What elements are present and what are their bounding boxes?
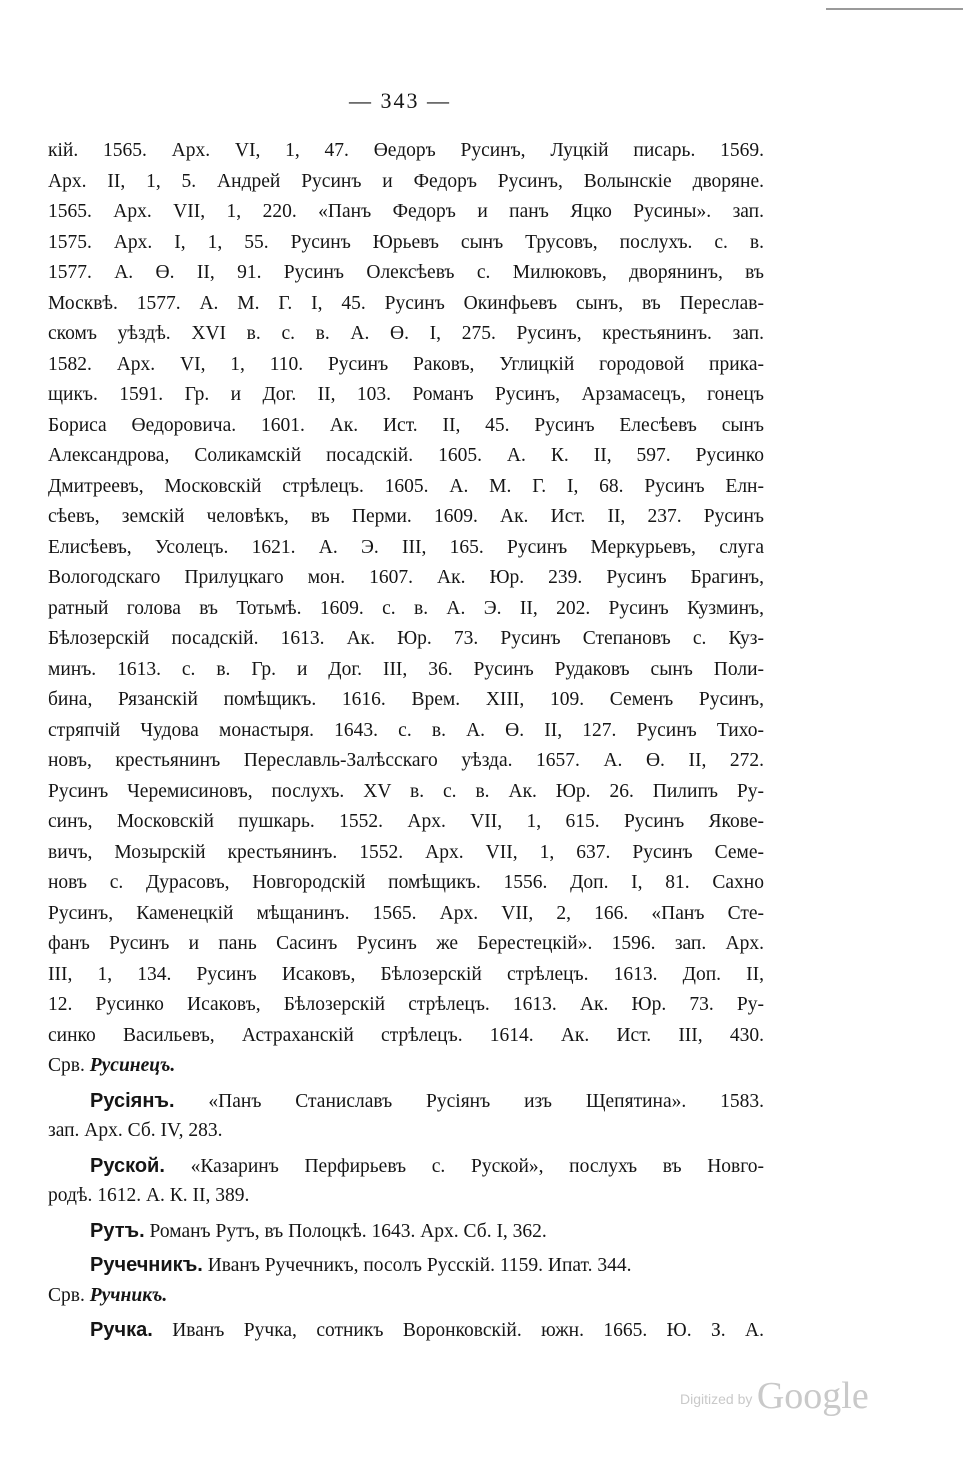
entry-rusiyan-line2: зап. Арх. Сб. IV, 283. (48, 1120, 223, 1141)
text-line: минъ. 1613. с. в. Гр. и Дог. III, 36. Русинъ Рудаковъ сынъ Поли- (48, 658, 764, 680)
text-line: 1575. Арх. I, 1, 55. Русинъ Юрьевъ сынъ Трусовъ, послухъ. с. в. (48, 231, 764, 253)
text-line: Арх. II, 1, 5. Андрей Русинъ и Федоръ Русинъ, Волынскіе дворяне. (48, 170, 764, 192)
text-line: новъ, крестьянинъ Переславль-Залѣсскаго уѣзда. 1657. А. Ө. II, 272. (48, 750, 764, 771)
text-line: синъ, Московскій пушкарь. 1552. Арх. VII, 1, 615. Русинъ Якове- (48, 811, 764, 832)
text-line: стряпчій Чудова монастыря. 1643. с. в. А. Ө. II, 127. Русинъ Тихо- (48, 719, 764, 741)
text-line: Елисѣевъ, Усолецъ. 1621. А. Э. III, 165. Русинъ Меркурьевъ, слуга (48, 536, 764, 558)
see-also-prefix: Срв. (48, 1055, 90, 1076)
text-line: Дмитреевъ, Московскій стрѣлецъ. 1605. А. М. Г. I, 68. Русинъ Елн- (48, 475, 764, 497)
text-line: Бѣлозерскій посадскій. 1613. Ак. Юр. 73. Русинъ Степановъ с. Куз- (48, 628, 764, 649)
watermark-prefix: Digitized by (680, 1391, 753, 1407)
page-number: — 343 — (349, 88, 451, 113)
entry-text: «Панъ Станиславъ Русіянъ изъ Щепятина». 1583. (208, 1090, 764, 1112)
entry-ruchechnik-see-also (48, 1281, 764, 1312)
text-line: 12. Русинко Исаковъ, Бѣлозерскій стрѣлецъ. 1613. Ак. Юр. 73. Ру- (48, 994, 764, 1015)
see-also-line (48, 1051, 764, 1082)
entry-rut-line1 (48, 1216, 764, 1247)
entry-ruchka-line1 (48, 1315, 764, 1346)
entry-text: Иванъ Ручка, сотникъ Воронковскій. южн. 1665. Ю. З. А. (172, 1320, 765, 1341)
text-line: щикъ. 1591. Гр. и Дог. II, 103. Романъ Русинъ, Арзамасецъ, гонецъ (48, 384, 764, 405)
entry-headword: Ручечникъ. (90, 1254, 203, 1276)
see-also-reference: Ручникъ. (89, 1284, 168, 1306)
text-line: ратный голова въ Тотьмѣ. 1609. с. в. А. Э. II, 202. Русинъ Кузминъ, (48, 597, 764, 619)
entry-text: Романъ Рутъ, въ Полоцкѣ. 1643. Арх. Сб. I, 362. (149, 1220, 547, 1242)
text-line: новъ с. Дурасовъ, Новгородскій помѣщикъ. 1556. Доп. I, 81. Сахно (48, 872, 764, 893)
text-line: Москвѣ. 1577. А. М. Г. I, 45. Русинъ Окинфьевъ сынъ, въ Переслав- (48, 292, 764, 314)
entry-text: Иванъ Ручечникъ, посолъ Русскій. 1159. Ипат. 344. (207, 1255, 632, 1276)
text-block (48, 136, 764, 1346)
text-line: синко Васильевъ, Астраханскій стрѣлецъ. 1614. Ак. Ист. III, 430. (48, 1024, 764, 1046)
text-line: фанъ Русинъ и пань Сасинъ Русинъ же Берестецкій». 1596. зап. Арх. (48, 933, 764, 954)
google-logo: Google (756, 1375, 869, 1417)
text-line: сѣевъ, земскій человѣкъ, въ Перми. 1609. Ак. Ист. II, 237. Русинъ (48, 506, 764, 527)
continuation-paragraph (48, 136, 764, 1051)
text-line: вичъ, Мозырскій крестьянинъ. 1552. Арх. VII, 1, 637. Русинъ Семе- (48, 841, 764, 863)
top-rule (826, 8, 963, 10)
entry-headword: Руской. (90, 1154, 165, 1177)
entry-ruchechnik-line1 (48, 1250, 764, 1281)
text-line: 1582. Арх. VI, 1, 110. Русинъ Раковъ, Углицкій городовой прика- (48, 353, 764, 375)
text-line: 1565. Арх. VII, 1, 220. «Панъ Федоръ и панъ Яцко Русины». зап. (48, 201, 764, 222)
entry-headword: Ручка. (90, 1319, 153, 1341)
text-line: 1577. А. Ө. II, 91. Русинъ Олексѣевъ с. Милюковъ, дворянинъ, въ (48, 262, 764, 283)
text-line: III, 1, 134. Русинъ Исаковъ, Бѣлозерскій стрѣлецъ. 1613. Доп. II, (48, 963, 764, 985)
text-line: скомъ уѣздѣ. XVI в. с. в. А. Ө. I, 275. Русинъ, крестьянинъ. зап. (48, 323, 764, 344)
entry-ruskoy-line2: родѣ. 1612. А. К. II, 389. (48, 1185, 250, 1206)
text-line: бина, Рязанскій помѣщикъ. 1616. Врем. XIII, 109. Семенъ Русинъ, (48, 689, 764, 710)
see-also-reference: Русинецъ. (89, 1055, 176, 1076)
entry-rusiyan-line1 (48, 1086, 764, 1117)
text-line: Александрова, Соликамскій посадскій. 1605. А. К. II, 597. Русинко (48, 445, 764, 466)
text-line: кій. 1565. Арх. VI, 1, 47. Өедоръ Русинъ, Луцкій писарь. 1569. (48, 140, 764, 161)
text-line: Русинъ Черемисиновъ, послухъ. XV в. с. в. Ак. Юр. 26. Пилипъ Ру- (48, 780, 764, 802)
see-also-prefix: Срв. (48, 1284, 90, 1306)
entry-headword: Русіянъ. (90, 1089, 175, 1112)
entry-headword: Рутъ. (90, 1219, 145, 1242)
digitized-watermark (680, 1374, 869, 1418)
entry-text: «Казаринъ Перфирьевъ с. Руской», послухъ въ Новго- (190, 1155, 765, 1177)
text-line: Вологодскаго Прилуцкаго мон. 1607. Ак. Юр. 239. Русинъ Брагинъ, (48, 567, 764, 588)
text-line: Бориса Өедоровича. 1601. Ак. Ист. II, 45. Русинъ Елесѣевъ сынъ (48, 414, 764, 436)
text-line: Русинъ, Каменецкій мѣщанинъ. 1565. Арх. VII, 2, 166. «Панъ Сте- (48, 902, 764, 924)
entry-ruskoy-line1 (48, 1151, 764, 1182)
